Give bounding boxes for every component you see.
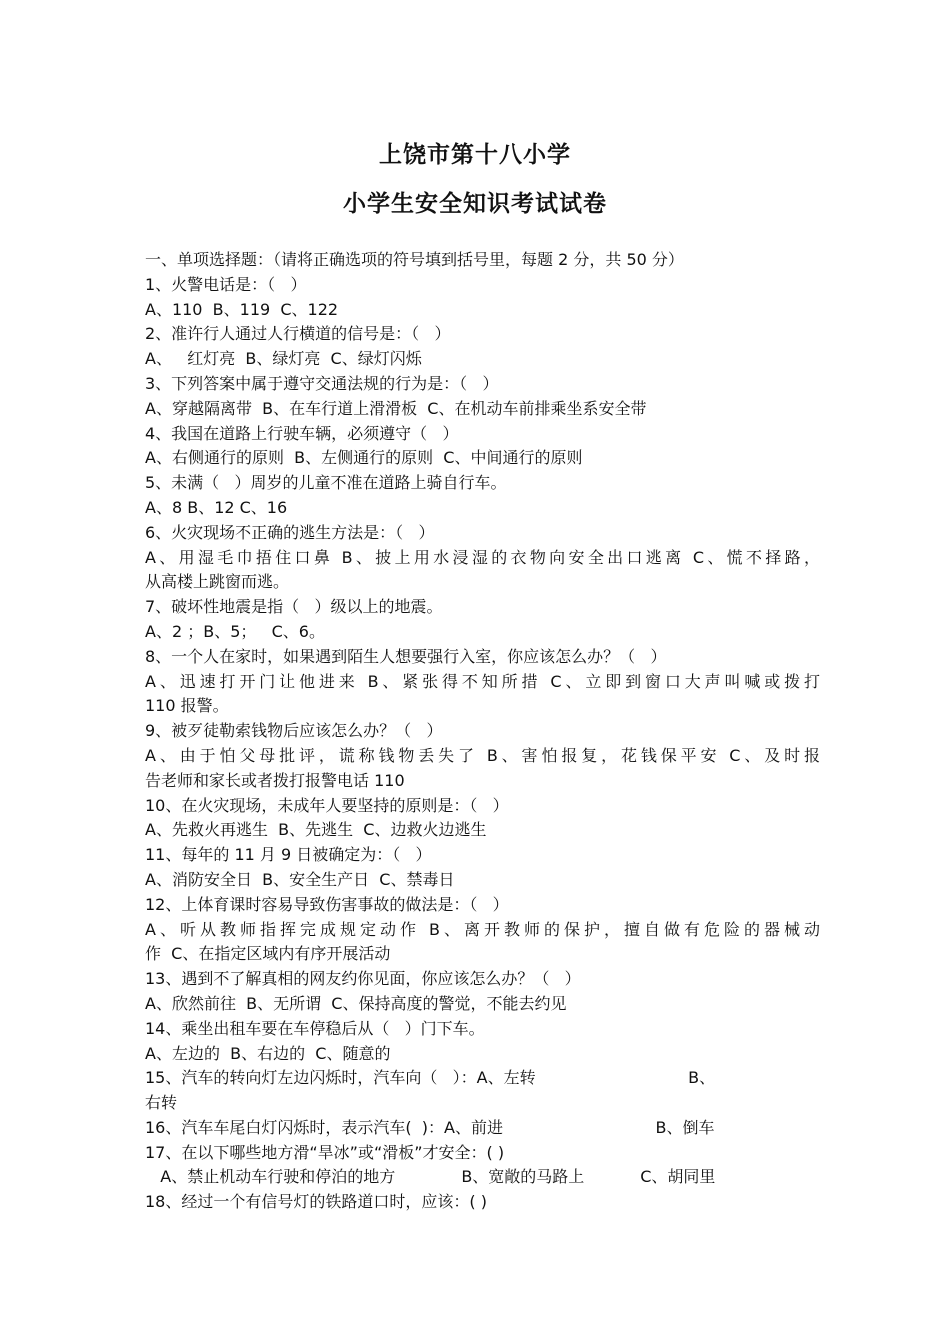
question-line: 12、上体育课时容易导致伤害事故的做法是：（ ） [145,894,509,914]
question-line: 15、汽车的转向灯左边闪烁时，汽车向（ ）：A、左转 B、 [145,1068,716,1088]
school-name: 上饶市第十八小学 [379,142,571,168]
question-line: 16、汽车车尾白灯闪烁时，表示汽车( )：A、前进 B、倒车 [145,1117,715,1137]
answer-line: A、先救火再逃生 B、先逃生 C、边救火边逃生 [145,820,487,840]
answer-line: 110 报警。 [145,696,229,716]
question-line: 18、经过一个有信号灯的铁路道口时，应该：( ) [145,1192,487,1212]
question-line: 1、火警电话是：（ ） [145,274,307,294]
section-heading: 一、单项选择题：（请将正确选项的符号填到括号里，每题 2 分，共 50 分） [145,250,684,269]
question-line: 17、在以下哪些地方滑“旱冰”或“滑板”才安全：( ) [145,1142,505,1162]
exam-body [145,248,820,1215]
answer-line: A、由于怕父母批评，谎称钱物丢失了 B、害怕报复，花钱保平安 C、及时报 [145,745,820,765]
question-line: 7、破坏性地震是指（ ）级以上的地震。 [145,597,443,617]
question-line: 5、未满（ ）周岁的儿童不准在道路上骑自行车。 [145,473,507,493]
answer-line: A、 红灯亮 B、绿灯亮 C、绿灯闪烁 [145,349,422,369]
question-line: 3、下列答案中属于遵守交通法规的行为是：（ ） [145,373,499,393]
answer-line: A、8 B、12 C、16 [145,497,288,517]
answer-line: A、消防安全日 B、安全生产日 C、禁毒日 [145,869,455,889]
answer-line: A、左边的 B、右边的 C、随意的 [145,1043,391,1063]
question-line: 9、被歹徒勒索钱物后应该怎么办？（ ） [145,721,443,741]
question-line: 6、火灾现场不正确的逃生方法是：（ ） [145,522,435,542]
answer-line: A、110 B、119 C、122 [145,299,339,319]
question-line: 14、乘坐出租车要在车停稳后从（ ）门下车。 [145,1018,485,1038]
answer-line: A、用湿毛巾捂住口鼻 B、披上用水浸湿的衣物向安全出口逃离 C、慌不择路， [145,547,820,567]
exam-title: 小学生安全知识考试试卷 [343,191,607,217]
answer-line: A、欣然前往 B、无所谓 C、保持高度的警觉，不能去约见 [145,993,567,1013]
question-line: 10、在火灾现场，未成年人要坚持的原则是：（ ） [145,795,509,815]
answer-line: A、禁止机动车行驶和停泊的地方 B、宽敞的马路上 C、胡同里 [145,1167,716,1187]
answer-line: A、迅速打开门让他进来 B、紧张得不知所措 C、立即到窗口大声叫喊或拨打 [145,671,820,691]
question-line: 8、一个人在家时，如果遇到陌生人想要强行入室，你应该怎么办？（ ） [145,646,667,666]
answer-line: 右转 [145,1093,178,1113]
answer-line: 作 C、在指定区域内有序开展活动 [145,944,391,964]
question-line: 11、每年的 11 月 9 日被确定为：（ ） [145,845,432,865]
answer-line: A、2 ；B、5； C、6。 [145,621,325,641]
question-line: 13、遇到不了解真相的网友约你见面，你应该怎么办？（ ） [145,969,581,989]
answer-line: A、听从教师指挥完成规定动作 B、离开教师的保护，擅自做有危险的器械动 [145,919,820,939]
question-line: 2、准许行人通过人行横道的信号是：（ ） [145,324,451,344]
question-line: 4、我国在道路上行驶车辆，必须遵守（ ） [145,423,459,443]
answer-line: A、右侧通行的原则 B、左侧通行的原则 C、中间通行的原则 [145,448,583,468]
answer-line: 告老师和家长或者拨打报警电话 110 [145,770,405,790]
answer-line: 从高楼上跳窗而逃。 [145,572,290,592]
answer-line: A、穿越隔离带 B、在车行道上滑滑板 C、在机动车前排乘坐系安全带 [145,398,647,418]
